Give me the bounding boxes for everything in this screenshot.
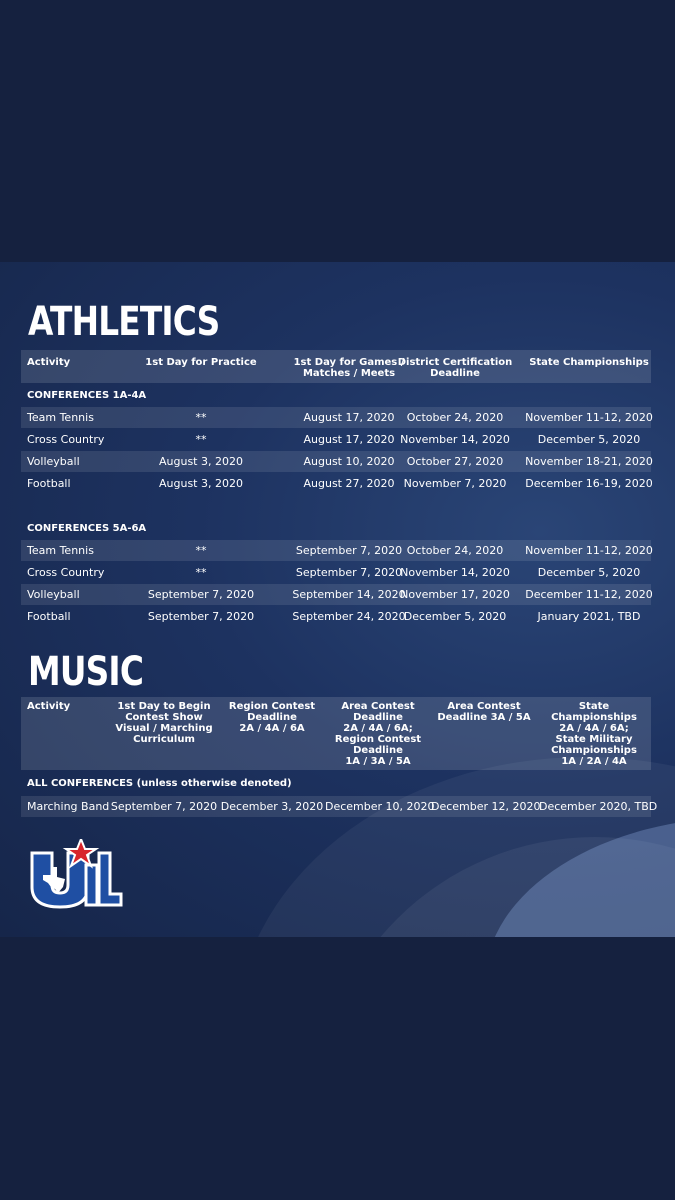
header-district-1: District Certification <box>397 357 513 368</box>
cell-district: November 14, 2020 <box>400 566 510 579</box>
cell-state: January 2021, TBD <box>537 610 641 623</box>
header-practice: 1st Day for Practice <box>145 357 257 368</box>
table-row <box>21 407 651 428</box>
cell-district: October 24, 2020 <box>406 411 504 424</box>
header-c1-line: Visual / Marching <box>115 723 213 734</box>
cell-practice: ** <box>195 411 207 424</box>
table-row <box>21 606 651 627</box>
header-activity: Activity <box>27 701 71 712</box>
header-c5-line: State <box>578 701 610 712</box>
cell-games: August 27, 2020 <box>303 477 395 490</box>
cell-games: September 14, 2020 <box>292 588 406 601</box>
cell-activity: Cross Country <box>27 433 105 446</box>
header-c2-line: 2A / 4A / 6A <box>239 723 305 734</box>
cell-state: December 5, 2020 <box>537 433 641 446</box>
cell-activity: Team Tennis <box>27 411 94 424</box>
cell-state: December 11-12, 2020 <box>525 588 653 601</box>
header-c4-line: Deadline 3A / 5A <box>437 712 531 723</box>
cell-activity: Football <box>27 610 71 623</box>
cell-games: September 24, 2020 <box>292 610 406 623</box>
cell-district: November 7, 2020 <box>403 477 507 490</box>
cell-games: September 7, 2020 <box>295 566 403 579</box>
cell-games: August 10, 2020 <box>303 455 395 468</box>
header-district-2: Deadline <box>430 368 480 379</box>
table-row <box>21 473 651 494</box>
cell-district: October 27, 2020 <box>406 455 504 468</box>
cell-c3: December 10, 2020 <box>325 800 435 813</box>
cell-district: November 17, 2020 <box>400 588 510 601</box>
header-c3-line: Area Contest <box>341 701 415 712</box>
header-c5-line: 2A / 4A / 6A; <box>559 723 629 734</box>
section-label-1a-4a: CONFERENCES 1A-4A <box>27 390 147 401</box>
table-row <box>21 540 651 561</box>
table-row <box>21 429 651 450</box>
header-c5-line: Championships <box>551 745 637 756</box>
cell-c4: December 12, 2020 <box>431 800 541 813</box>
uil-logo <box>29 839 123 909</box>
athletics-header-row <box>21 350 651 383</box>
cell-practice: September 7, 2020 <box>147 610 255 623</box>
cell-games: September 7, 2020 <box>295 544 403 557</box>
cell-state: November 11-12, 2020 <box>525 411 653 424</box>
header-c3-line: Region Contest <box>334 734 422 745</box>
cell-practice: August 3, 2020 <box>159 477 243 490</box>
header-c3-line: 1A / 3A / 5A <box>345 756 411 767</box>
cell-district: October 24, 2020 <box>406 544 504 557</box>
cell-district: November 14, 2020 <box>400 433 510 446</box>
header-c1-line: Contest Show <box>125 712 203 723</box>
cell-practice: ** <box>195 544 207 557</box>
header-c5-line: Championships <box>551 712 637 723</box>
cell-activity: Marching Band <box>27 800 110 813</box>
music-header-row <box>21 697 651 770</box>
cell-state: November 11-12, 2020 <box>525 544 653 557</box>
cell-state: December 16-19, 2020 <box>525 477 653 490</box>
athletics-title: ATHLETICS <box>28 299 220 345</box>
cell-practice: August 3, 2020 <box>159 455 243 468</box>
cell-activity: Cross Country <box>27 566 105 579</box>
section-label-all-conferences: ALL CONFERENCES (unless otherwise denoted) <box>27 778 292 789</box>
header-c3-line: Deadline <box>353 712 403 723</box>
table-row <box>21 796 658 817</box>
cell-district: December 5, 2020 <box>403 610 507 623</box>
cell-activity: Football <box>27 477 71 490</box>
cell-games: August 17, 2020 <box>303 411 395 424</box>
cell-c5: December 2020, TBD <box>539 800 658 813</box>
table-row <box>21 451 651 472</box>
cell-c1: September 7, 2020 <box>110 800 218 813</box>
header-c3-line: Deadline <box>353 745 403 756</box>
header-games-1: 1st Day for Games / <box>293 357 405 368</box>
cell-practice: September 7, 2020 <box>147 588 255 601</box>
header-c3-line: 2A / 4A / 6A; <box>343 723 413 734</box>
header-c5-line: 1A / 2A / 4A <box>561 756 627 767</box>
cell-state: November 18-21, 2020 <box>525 455 653 468</box>
header-c4-line: Area Contest <box>447 701 521 712</box>
section-label-5a-6a: CONFERENCES 5A-6A <box>27 523 147 534</box>
cell-practice: ** <box>195 566 207 579</box>
header-c1-line: Curriculum <box>133 734 195 745</box>
cell-games: August 17, 2020 <box>303 433 395 446</box>
header-c2-line: Region Contest <box>228 701 316 712</box>
header-activity: Activity <box>27 357 71 368</box>
header-state: State Championships <box>529 357 649 368</box>
cell-activity: Volleyball <box>27 455 80 468</box>
header-games-2: Matches / Meets <box>302 368 396 379</box>
table-row <box>21 584 651 605</box>
table-row <box>21 562 651 583</box>
header-c5-line: State Military <box>555 734 633 745</box>
music-title: MUSIC <box>28 649 144 695</box>
cell-state: December 5, 2020 <box>537 566 641 579</box>
cell-c2: December 3, 2020 <box>220 800 324 813</box>
schedule-panel <box>0 262 675 937</box>
cell-activity: Volleyball <box>27 588 80 601</box>
cell-activity: Team Tennis <box>27 544 94 557</box>
header-c2-line: Deadline <box>247 712 297 723</box>
header-c1-line: 1st Day to Begin <box>117 701 211 712</box>
cell-practice: ** <box>195 433 207 446</box>
